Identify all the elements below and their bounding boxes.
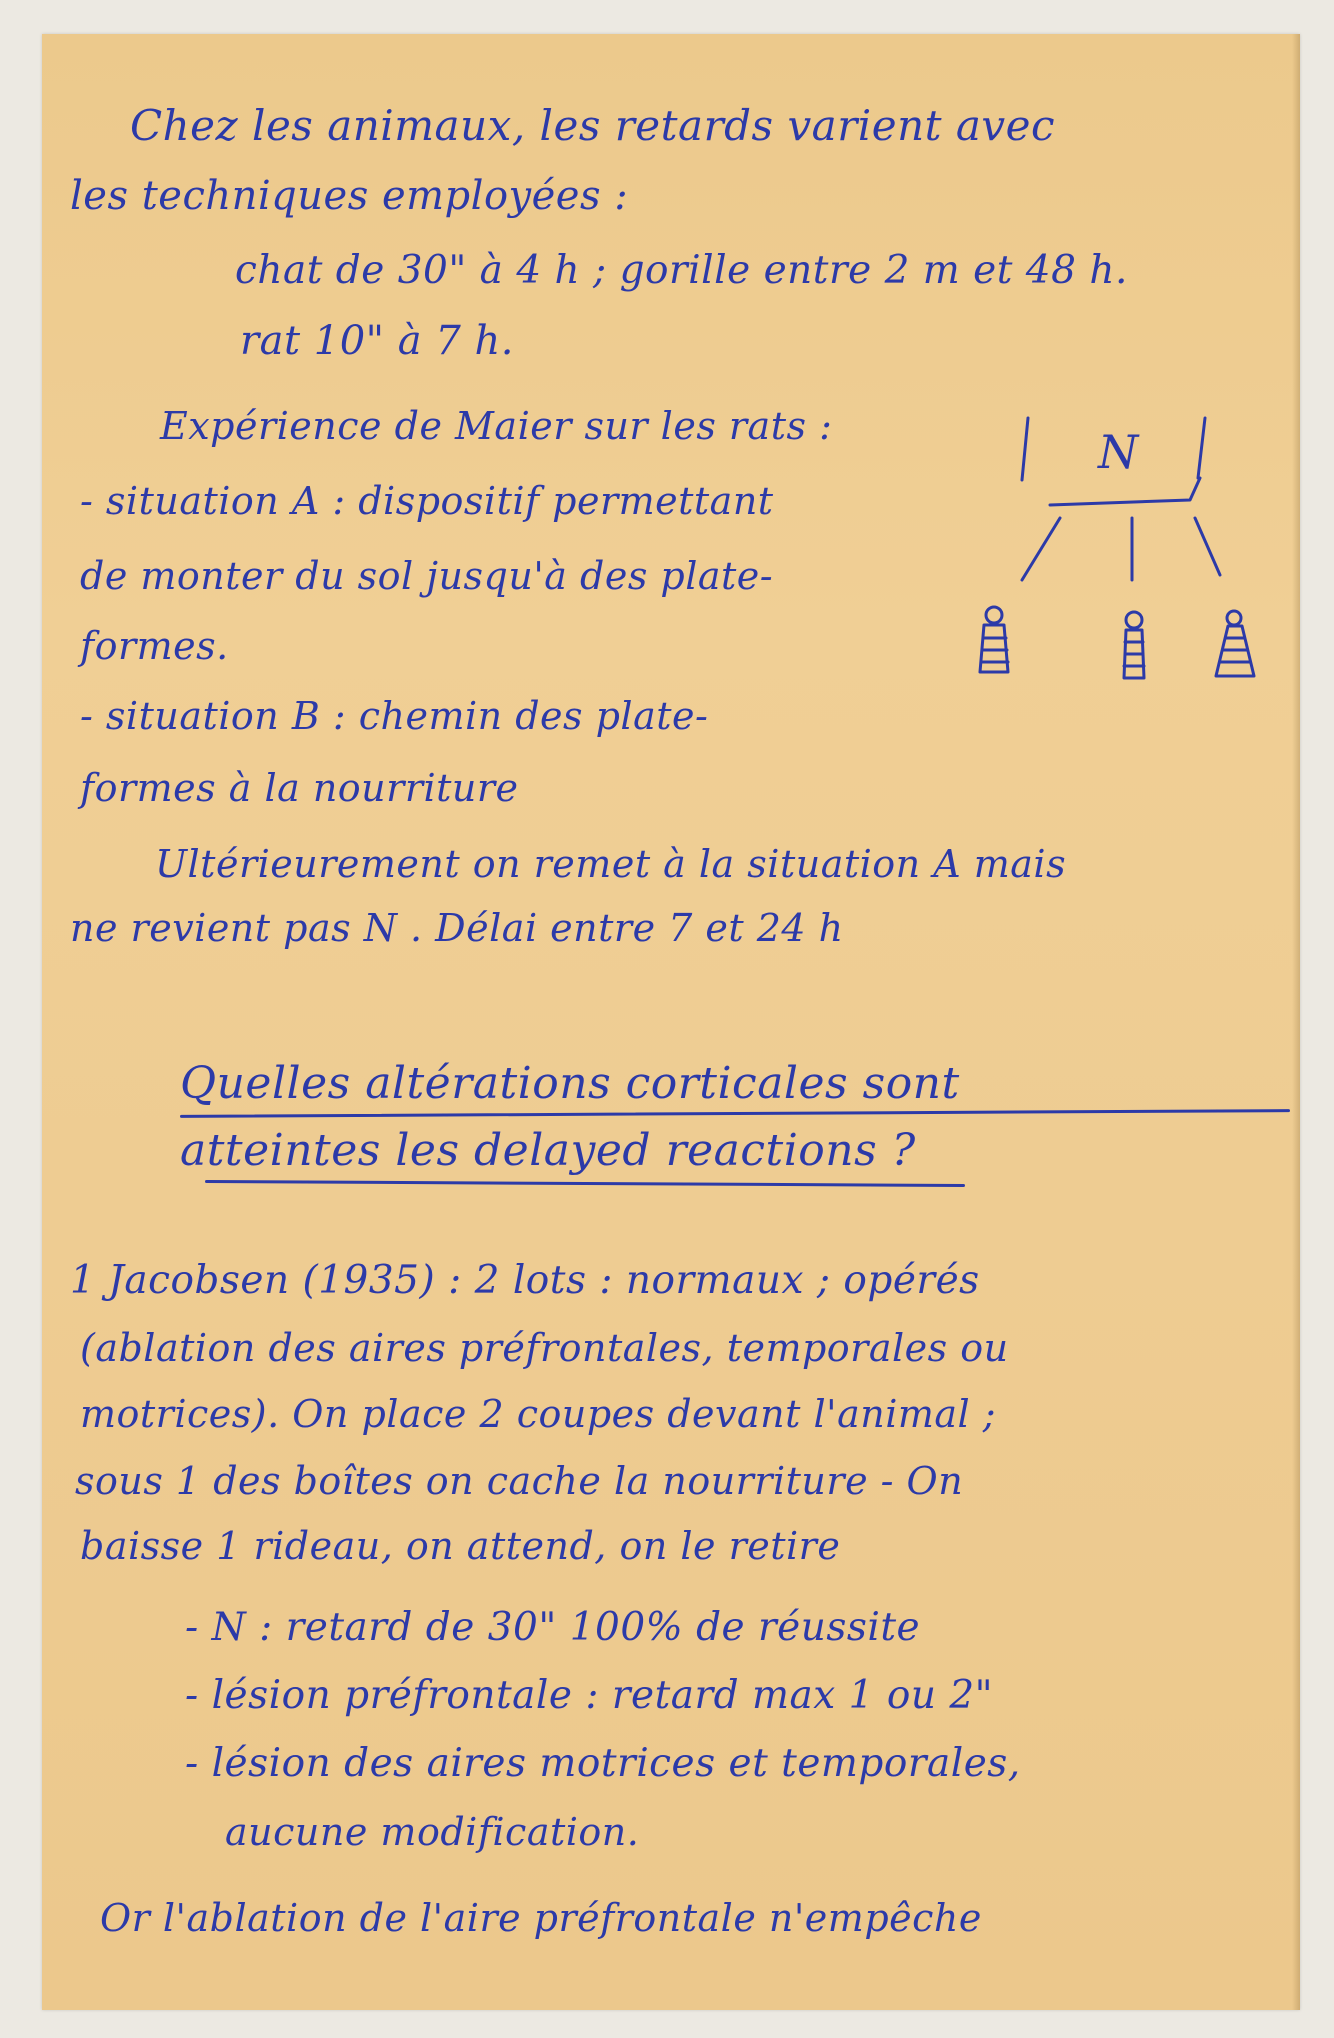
- note-line-3: chat de 30" à 4 h ; gorille entre 2 m et 48 h.: [235, 248, 1128, 293]
- note-line-23: aucune modification.: [225, 1810, 640, 1854]
- ladder-left-icon: [980, 607, 1008, 672]
- ladder-center-icon: [1124, 612, 1144, 678]
- note-line-19: baisse 1 rideau, on attend, on le retire: [80, 1524, 841, 1568]
- note-line-10: formes à la nourriture: [80, 766, 519, 810]
- note-line-1: Chez les animaux, les retards varient avec: [130, 101, 1056, 150]
- maier-diagram: [950, 410, 1270, 710]
- note-line-9: - situation B : chemin des plate-: [80, 694, 709, 738]
- diagram-label-n: N: [1098, 425, 1139, 479]
- ladder-right-icon: [1216, 611, 1254, 676]
- note-line-24: Or l'ablation de l'aire préfrontale n'empêche: [100, 1896, 982, 1940]
- sheet-edge-shadow: [1292, 34, 1300, 2010]
- note-line-4: rat 10" à 7 h.: [240, 318, 514, 364]
- note-line-5: Expérience de Maier sur les rats :: [160, 404, 833, 448]
- platform-base: [1050, 478, 1200, 505]
- note-line-17: motrices). On place 2 coupes devant l'animal ;: [80, 1392, 997, 1436]
- note-line-2: les techniques employées :: [70, 173, 629, 219]
- note-line-8: formes.: [80, 624, 229, 668]
- path-line-right: [1195, 518, 1220, 575]
- note-line-18: sous 1 des boîtes on cache la nourriture - On: [75, 1459, 964, 1503]
- platform-left-wall: [1022, 418, 1028, 480]
- note-line-11: Ultérieurement on remet à la situation A mais: [155, 842, 1067, 886]
- note-line-6: - situation A : dispositif permettant: [80, 479, 774, 523]
- platform-right-wall: [1198, 418, 1205, 478]
- note-line-21: - lésion préfrontale : retard max 1 ou 2": [185, 1673, 994, 1718]
- question-line-2: atteintes les delayed reactions ?: [180, 1125, 916, 1176]
- note-line-16: (ablation des aires préfrontales, temporales ou: [80, 1326, 1009, 1370]
- note-line-22: - lésion des aires motrices et temporales,: [185, 1741, 1021, 1786]
- note-line-7: de monter du sol jusqu'à des plate-: [80, 554, 774, 598]
- question-line-1: Quelles altérations corticales sont: [180, 1058, 960, 1109]
- path-line-left: [1022, 518, 1060, 580]
- note-line-12: ne revient pas N . Délai entre 7 et 24 h: [70, 906, 844, 950]
- note-line-15: 1 Jacobsen (1935) : 2 lots : normaux ; opérés: [70, 1258, 980, 1303]
- note-line-20: - N : retard de 30" 100% de réussite: [185, 1605, 921, 1650]
